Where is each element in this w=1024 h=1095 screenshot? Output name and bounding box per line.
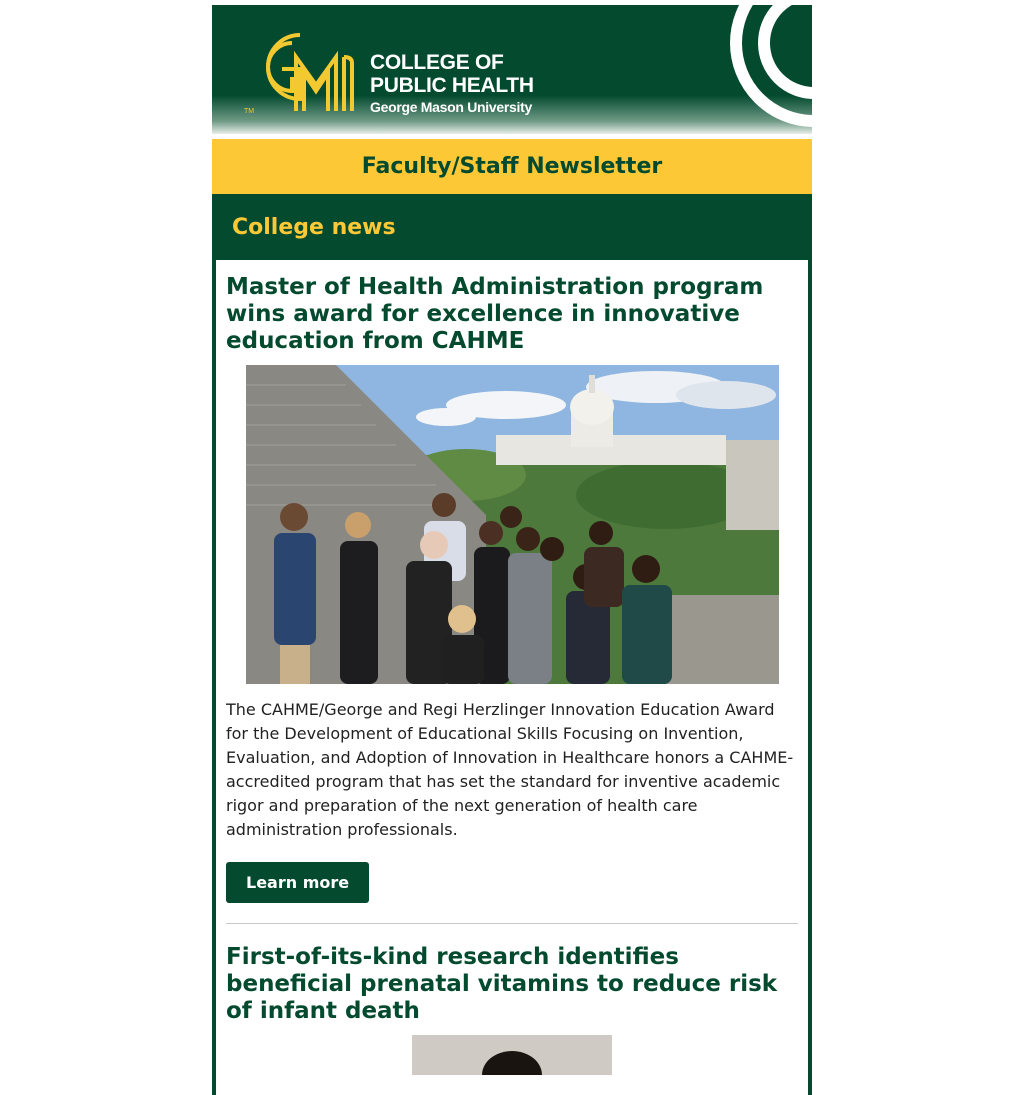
article-headline-2[interactable]: First-of-its-kind research identifies beneficial prenatal vitamins to reduce risk of infant death [226,944,778,1024]
article-card [216,260,808,1095]
svg-text:TM: TM [244,108,255,115]
header-banner [212,5,812,134]
article-photo-2[interactable] [412,1035,612,1075]
college-line-1: COLLEGE OF [370,51,504,74]
gm-logo-icon[interactable] [240,21,370,121]
article-body: The CAHME/George and Regi Herzlinger Innovation Education Award for the Development of Educational Skills Focusing on Invention, Evaluation, and Adoption of Innovation in Healthcare honors a CAHME-accredited program that has set the standard for inventive academic rigor and preparation of the next generation of health care administration professionals. [226,700,794,839]
newsletter-title: Faculty/Staff Newsletter [212,139,812,194]
rings-decoration-icon [692,5,812,134]
learn-more-button[interactable]: Learn more [226,862,369,903]
section-title: College news [232,214,396,240]
college-name [370,51,534,97]
university-name: George Mason University [370,99,532,115]
article-photo[interactable] [246,365,779,684]
newsletter [212,5,812,1095]
article-headline[interactable]: Master of Health Administration program wins award for excellence in innovative education from CAHME [226,274,764,354]
content-frame [212,194,812,1095]
college-line-2: PUBLIC HEALTH [370,74,534,97]
divider [226,923,798,924]
